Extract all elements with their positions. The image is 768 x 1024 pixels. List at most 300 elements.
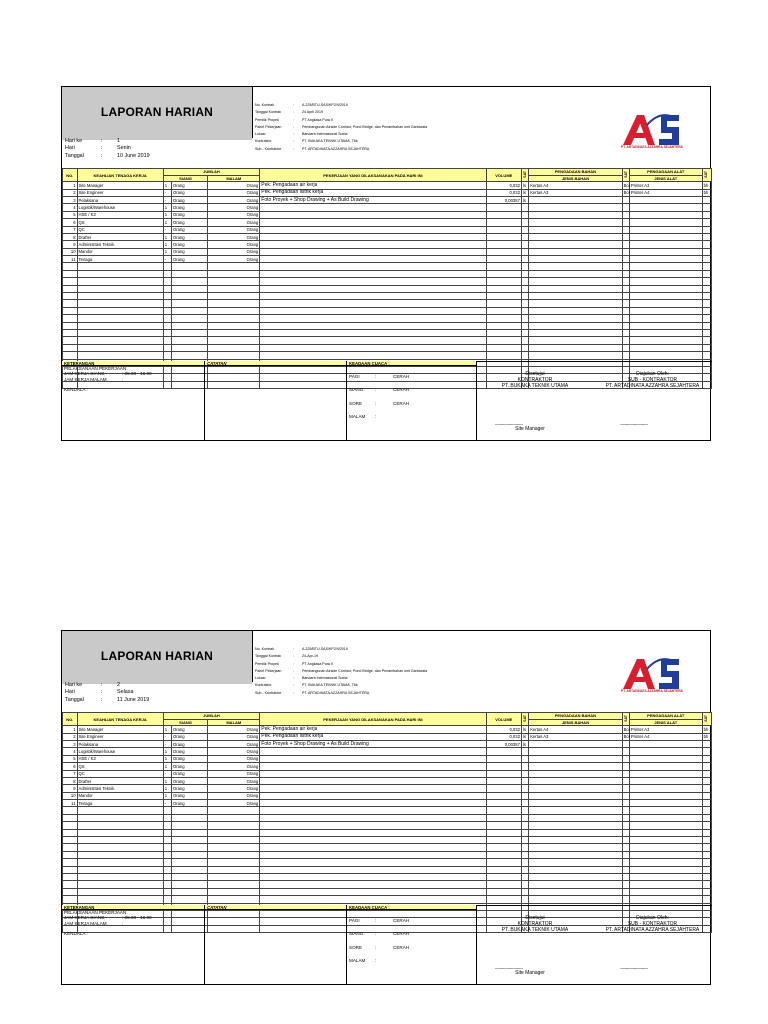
work-unit: ls xyxy=(521,726,528,733)
tool-unit xyxy=(702,881,711,888)
day-number-value: 2 xyxy=(117,682,120,688)
unit-siang: Orang xyxy=(172,219,208,226)
row-number: 9 xyxy=(63,785,78,792)
weather-value: CERAH xyxy=(393,944,410,950)
jam-malam-row xyxy=(64,377,204,382)
table-row xyxy=(63,807,712,814)
title-box xyxy=(62,87,253,138)
material-unit: Bor xyxy=(623,734,631,740)
catatan-section xyxy=(205,361,347,441)
work-volume: 0,00357 xyxy=(486,196,521,203)
unit-siang xyxy=(172,344,208,351)
work-unit xyxy=(521,859,528,866)
unit-siang xyxy=(172,263,208,270)
material-name xyxy=(529,881,622,888)
day-name-label: Hari xyxy=(65,689,75,696)
meta-label: Sub - Kontraktor xyxy=(255,690,282,695)
tool-name xyxy=(629,211,702,218)
cuaca-section xyxy=(347,905,477,985)
signature-line-subcontractor: ............................... xyxy=(620,421,648,427)
work-description xyxy=(260,204,486,211)
unit-siang: Orang xyxy=(172,196,208,203)
material-name xyxy=(529,896,622,903)
tool-unit xyxy=(702,256,711,263)
unit-malam: Orang xyxy=(208,755,260,762)
table-row xyxy=(63,896,712,903)
unit-siang: Orang xyxy=(172,755,208,762)
report-title: LAPORAN HARIAN xyxy=(100,105,214,119)
unit-malam: Orang xyxy=(208,256,260,263)
work-unit xyxy=(521,322,528,329)
table-row xyxy=(63,866,712,873)
skill-name xyxy=(77,352,163,359)
material-name xyxy=(529,763,622,770)
tool-unit xyxy=(702,330,711,337)
material-name xyxy=(529,211,622,218)
signature-subcontractor xyxy=(595,371,710,389)
work-description xyxy=(260,248,486,255)
qty-siang: 1 xyxy=(163,777,171,784)
work-volume: 0,032 xyxy=(486,733,521,740)
row-number: 1 xyxy=(63,182,78,189)
work-description xyxy=(260,352,486,359)
unit-malam: Orang xyxy=(208,182,260,189)
table-row xyxy=(63,352,712,359)
work-volume xyxy=(486,881,521,888)
col-volume: VOLUME xyxy=(486,713,521,726)
qty-siang xyxy=(163,814,171,821)
work-volume xyxy=(486,322,521,329)
skill-name: Tenaga xyxy=(77,800,163,807)
qty-siang xyxy=(163,844,171,851)
unit-siang xyxy=(172,337,208,344)
tool-unit xyxy=(702,293,711,300)
sat-label: SAT xyxy=(704,171,709,179)
work-unit xyxy=(521,829,528,836)
unit-siang: Orang xyxy=(172,726,208,733)
table-body xyxy=(63,726,712,933)
unit-malam xyxy=(208,896,260,903)
meta-value: PT Angkasa Pura II xyxy=(302,661,333,666)
weather-value: CERAH xyxy=(393,374,410,379)
material-unit xyxy=(622,755,629,762)
material-unit xyxy=(622,270,629,277)
tool-name xyxy=(629,888,702,895)
unit-siang xyxy=(172,807,208,814)
qty-siang xyxy=(163,278,171,285)
work-volume xyxy=(486,837,521,844)
qty-siang: 1 xyxy=(163,241,171,248)
tool-name xyxy=(629,307,702,314)
tool-name xyxy=(629,748,702,755)
day-name-row: Hari : Selasa xyxy=(65,689,134,696)
table-row xyxy=(63,800,712,807)
skill-name: QC xyxy=(77,226,163,233)
unit-malam xyxy=(208,307,260,314)
material-unit xyxy=(622,307,629,314)
meta-row: Sub - Kontraktor : PT. ARTADINATA AZZAHRA SEJAHTERA xyxy=(255,690,595,697)
skill-name: Administrasi Teknik xyxy=(77,785,163,792)
skill-name xyxy=(77,866,163,873)
qty-siang xyxy=(163,837,171,844)
unit-malam xyxy=(208,851,260,858)
table-header-row-1 xyxy=(63,169,712,176)
skill-name: Mandor xyxy=(77,792,163,799)
col-jenis-bahan: JENIS BAHAN xyxy=(529,175,622,182)
row-number xyxy=(63,807,78,814)
work-volume xyxy=(486,352,521,359)
skill-name: HSE / K3 xyxy=(77,211,163,218)
work-description xyxy=(260,219,486,226)
meta-row: Sub - Kontraktor : PT. ARTADINATA AZZAHRA SEJAHTERA xyxy=(255,146,595,153)
tool-unit xyxy=(702,792,711,799)
unit-malam: Orang xyxy=(208,204,260,211)
weather-value: CERAH xyxy=(393,918,410,923)
unit-malam xyxy=(208,859,260,866)
tool-name xyxy=(629,219,702,226)
unit-siang xyxy=(172,837,208,844)
material-unit xyxy=(622,837,629,844)
day-number-row: Hari ke : 2 xyxy=(65,682,120,688)
material-unit xyxy=(622,822,629,829)
tool-name xyxy=(629,822,702,829)
tool-unit xyxy=(702,785,711,792)
material-unit xyxy=(622,248,629,255)
table-row xyxy=(63,337,712,344)
skill-name xyxy=(77,263,163,270)
material-unit xyxy=(622,204,629,211)
work-volume xyxy=(486,844,521,851)
table-row xyxy=(63,322,712,329)
meta-label: Paket Pekerjaan xyxy=(255,668,282,673)
unit-siang: Orang xyxy=(172,770,208,777)
row-number: 2 xyxy=(63,189,78,196)
unit-siang xyxy=(172,330,208,337)
work-volume xyxy=(486,859,521,866)
work-description: Foto Proyek + Shop Drawing + As Build Drawing xyxy=(260,740,486,747)
tool-name xyxy=(629,770,702,777)
material-name xyxy=(529,888,622,895)
meta-value: PT. BUKAKA TEKNIK UTAMA, Tbk xyxy=(302,683,358,688)
work-description xyxy=(260,874,486,881)
material-name xyxy=(529,755,622,762)
col-malam: MALAM xyxy=(208,175,260,182)
qty-siang xyxy=(163,896,171,903)
qty-siang xyxy=(163,859,171,866)
unit-siang xyxy=(172,270,208,277)
qty-siang: 1 xyxy=(163,211,171,218)
qty-siang xyxy=(163,322,171,329)
skill-name xyxy=(77,300,163,307)
work-volume xyxy=(486,330,521,337)
skill-name: HSE / K3 xyxy=(77,755,163,762)
date-row: Tanggal : 11 June 2019 xyxy=(65,696,150,703)
row-number: 7 xyxy=(63,226,78,233)
qty-siang: 1 xyxy=(163,219,171,226)
work-unit xyxy=(521,263,528,270)
qty-siang: 1 xyxy=(163,248,171,255)
work-unit xyxy=(521,337,528,344)
work-volume xyxy=(486,800,521,807)
unit-siang: Orang xyxy=(172,226,208,233)
weather-row: SIANG : CERAH xyxy=(349,931,410,937)
qty-siang: - xyxy=(163,733,171,740)
material-unit xyxy=(622,196,629,203)
table-row xyxy=(63,748,712,755)
weather-value: CERAH xyxy=(393,400,410,406)
table-header-row-1 xyxy=(63,713,712,720)
signature-line-subcontractor: ............................... xyxy=(620,965,648,971)
material-name xyxy=(529,196,622,203)
skill-name xyxy=(77,337,163,344)
tool-unit xyxy=(702,196,711,203)
qty-siang: - xyxy=(163,256,171,263)
row-number xyxy=(63,851,78,858)
unit-siang xyxy=(172,293,208,300)
material-unit xyxy=(622,800,629,807)
weather-row: MALAM : xyxy=(349,414,377,420)
day-name-label: Hari xyxy=(65,145,75,152)
col-no: NO. xyxy=(63,169,78,182)
unit-malam xyxy=(208,293,260,300)
material-unit xyxy=(622,211,629,218)
table-row xyxy=(63,278,712,285)
tool-unit xyxy=(702,822,711,829)
table-row xyxy=(63,204,712,211)
meta-label: No. Kontrak xyxy=(255,647,274,651)
row-number xyxy=(63,881,78,888)
col-volume: VOLUME xyxy=(486,169,521,182)
tool-name: Printer A3 xyxy=(629,182,702,189)
day-info xyxy=(65,682,250,704)
logo-mark-icon xyxy=(617,653,687,691)
skill-name: Mandor xyxy=(77,248,163,255)
unit-siang: Orang xyxy=(172,777,208,784)
unit-malam xyxy=(208,300,260,307)
work-unit xyxy=(521,851,528,858)
row-number xyxy=(63,300,78,307)
skill-name xyxy=(77,285,163,292)
work-volume xyxy=(486,822,521,829)
row-number xyxy=(63,866,78,873)
row-number: 10 xyxy=(63,792,78,799)
unit-malam: Orang xyxy=(208,740,260,747)
unit-siang: Orang xyxy=(172,211,208,218)
meta-row: Pemilik Proyek : PT Angkasa Pura II xyxy=(255,661,595,668)
work-volume xyxy=(486,211,521,218)
tool-name xyxy=(629,896,702,903)
work-description xyxy=(260,293,486,300)
signature-contractor xyxy=(485,371,585,389)
work-volume xyxy=(486,763,521,770)
pelaksanaan-label: PELAKSANAAN PEKERJAAN xyxy=(64,366,127,371)
day-name-row: Hari : Senin xyxy=(65,145,131,152)
sat-label: SAT xyxy=(704,715,709,723)
table-row xyxy=(63,829,712,836)
table-row xyxy=(63,256,712,263)
signature-section xyxy=(477,361,712,441)
tool-unit xyxy=(702,837,711,844)
tool-name xyxy=(629,837,702,844)
row-number: 6 xyxy=(63,763,78,770)
table-row xyxy=(63,733,712,740)
material-unit xyxy=(622,807,629,814)
tool-name xyxy=(629,233,702,240)
meta-row: No. Kontrak : A.225/BTU-SAS/KP2/II/2019 xyxy=(255,102,595,109)
unit-siang xyxy=(172,829,208,836)
qty-siang: - xyxy=(163,226,171,233)
qty-siang: - xyxy=(163,740,171,747)
tool-unit xyxy=(702,770,711,777)
material-unit xyxy=(622,322,629,329)
col-pekerjaan: PEKERJAAN YANG DILAKSANAKAN PADA HARI INI xyxy=(260,713,486,726)
kontraktor-name: PT. BUKAKA TEKNIK UTAMA xyxy=(501,383,569,389)
work-volume xyxy=(486,226,521,233)
col-jumlah: JUMLAH xyxy=(163,169,260,176)
qty-siang xyxy=(163,829,171,836)
contract-meta xyxy=(255,102,595,153)
material-name: Kertas A4 xyxy=(529,726,622,733)
daily-report xyxy=(61,630,711,985)
unit-malam xyxy=(208,285,260,292)
work-volume xyxy=(486,219,521,226)
kendala-label: KENDALA : xyxy=(64,931,88,937)
cuaca-list xyxy=(349,374,475,428)
tool-name xyxy=(629,874,702,881)
unit-siang: Orang xyxy=(172,241,208,248)
material-unit xyxy=(622,763,629,770)
disetujui-label: Disetujui xyxy=(525,371,545,377)
meta-value: Pembangunan Airside Corridor, Pond Bridge, dan Penambahan unit Garbarata xyxy=(302,668,428,673)
unit-malam xyxy=(208,322,260,329)
signature-subcontractor xyxy=(595,915,710,933)
meta-value: PT Angkasa Pura II xyxy=(302,117,333,122)
tool-name xyxy=(629,829,702,836)
unit-malam: Orang xyxy=(208,748,260,755)
col-jenis-alat: JENIS ALAT xyxy=(629,175,702,182)
unit-malam xyxy=(208,866,260,873)
skill-name xyxy=(77,322,163,329)
tool-unit xyxy=(702,270,711,277)
tool-unit xyxy=(702,337,711,344)
work-unit xyxy=(521,352,528,359)
work-unit xyxy=(521,881,528,888)
work-unit xyxy=(521,807,528,814)
work-description xyxy=(260,807,486,814)
work-unit xyxy=(521,888,528,895)
jam-malam-row xyxy=(64,921,204,926)
tool-unit: bh xyxy=(702,182,711,189)
row-number: 4 xyxy=(63,204,78,211)
table-row xyxy=(63,285,712,292)
skill-name: QS xyxy=(77,763,163,770)
qty-siang xyxy=(163,330,171,337)
col-siang: SIANG xyxy=(163,175,208,182)
skill-name xyxy=(77,844,163,851)
weather-row: PAGI : CERAH xyxy=(349,374,410,379)
work-volume xyxy=(486,770,521,777)
table-row xyxy=(63,219,712,226)
col-pengadaan-alat: PENGADAAN ALAT xyxy=(629,713,702,720)
tool-unit xyxy=(702,851,711,858)
work-unit xyxy=(521,844,528,851)
tool-name xyxy=(629,300,702,307)
row-number xyxy=(63,859,78,866)
work-unit xyxy=(521,219,528,226)
material-unit xyxy=(622,219,629,226)
work-unit xyxy=(521,777,528,784)
tool-unit xyxy=(702,814,711,821)
work-volume: 0,032 xyxy=(486,726,521,733)
material-unit: Bor xyxy=(623,182,631,188)
unit-malam: Orang xyxy=(208,241,260,248)
tool-unit xyxy=(702,300,711,307)
work-unit xyxy=(521,763,528,770)
skill-name xyxy=(77,859,163,866)
kontraktor-label: KONTRAKTOR xyxy=(517,377,553,383)
tool-unit xyxy=(702,285,711,292)
material-name xyxy=(529,822,622,829)
unit-siang: Orang xyxy=(172,233,208,240)
material-name xyxy=(529,770,622,777)
tool-unit xyxy=(702,777,711,784)
work-description xyxy=(260,226,486,233)
table-row xyxy=(63,315,712,322)
material-name xyxy=(529,270,622,277)
skill-name xyxy=(77,822,163,829)
work-description xyxy=(260,881,486,888)
skill-name: Pelaksana xyxy=(77,740,163,747)
unit-malam xyxy=(208,263,260,270)
meta-value: 24-Apr-19 xyxy=(302,654,318,659)
col-jenis-bahan: JENIS BAHAN xyxy=(529,719,622,726)
subkontraktor-label: SUB - KONTRAKTOR xyxy=(627,921,678,927)
day-name-value: Senin xyxy=(117,145,131,152)
skill-name: Logistik/Warehouse xyxy=(77,748,163,755)
material-name xyxy=(529,814,622,821)
date-row: Tanggal : 10 June 2019 xyxy=(65,152,150,159)
material-unit xyxy=(622,851,629,858)
material-unit xyxy=(622,792,629,799)
weather-period: MALAM xyxy=(349,958,366,964)
unit-siang: Orang xyxy=(172,733,208,740)
meta-row: Kontraktor : PT. BUKAKA TEKNIK UTAMA, Tbk xyxy=(255,138,595,145)
tool-name xyxy=(629,814,702,821)
material-unit xyxy=(622,352,629,359)
material-name xyxy=(529,837,622,844)
skill-name: Administrasi Teknik xyxy=(77,241,163,248)
material-unit xyxy=(622,866,629,873)
material-unit xyxy=(622,748,629,755)
unit-siang xyxy=(172,352,208,359)
unit-siang: Orang xyxy=(172,182,208,189)
qty-siang xyxy=(163,874,171,881)
material-name xyxy=(529,278,622,285)
meta-label: Tanggal Kontrak xyxy=(255,654,281,659)
work-description xyxy=(260,785,486,792)
unit-malam: Orang xyxy=(208,763,260,770)
table-row xyxy=(63,822,712,829)
work-unit xyxy=(521,285,528,292)
table-row xyxy=(63,755,712,762)
cuaca-section xyxy=(347,361,477,441)
row-number: 7 xyxy=(63,770,78,777)
work-volume xyxy=(486,285,521,292)
col-malam: MALAM xyxy=(208,719,260,726)
signature-line-contractor: ............................... xyxy=(495,965,523,971)
unit-siang xyxy=(172,822,208,829)
logo-mark-icon xyxy=(617,109,687,147)
